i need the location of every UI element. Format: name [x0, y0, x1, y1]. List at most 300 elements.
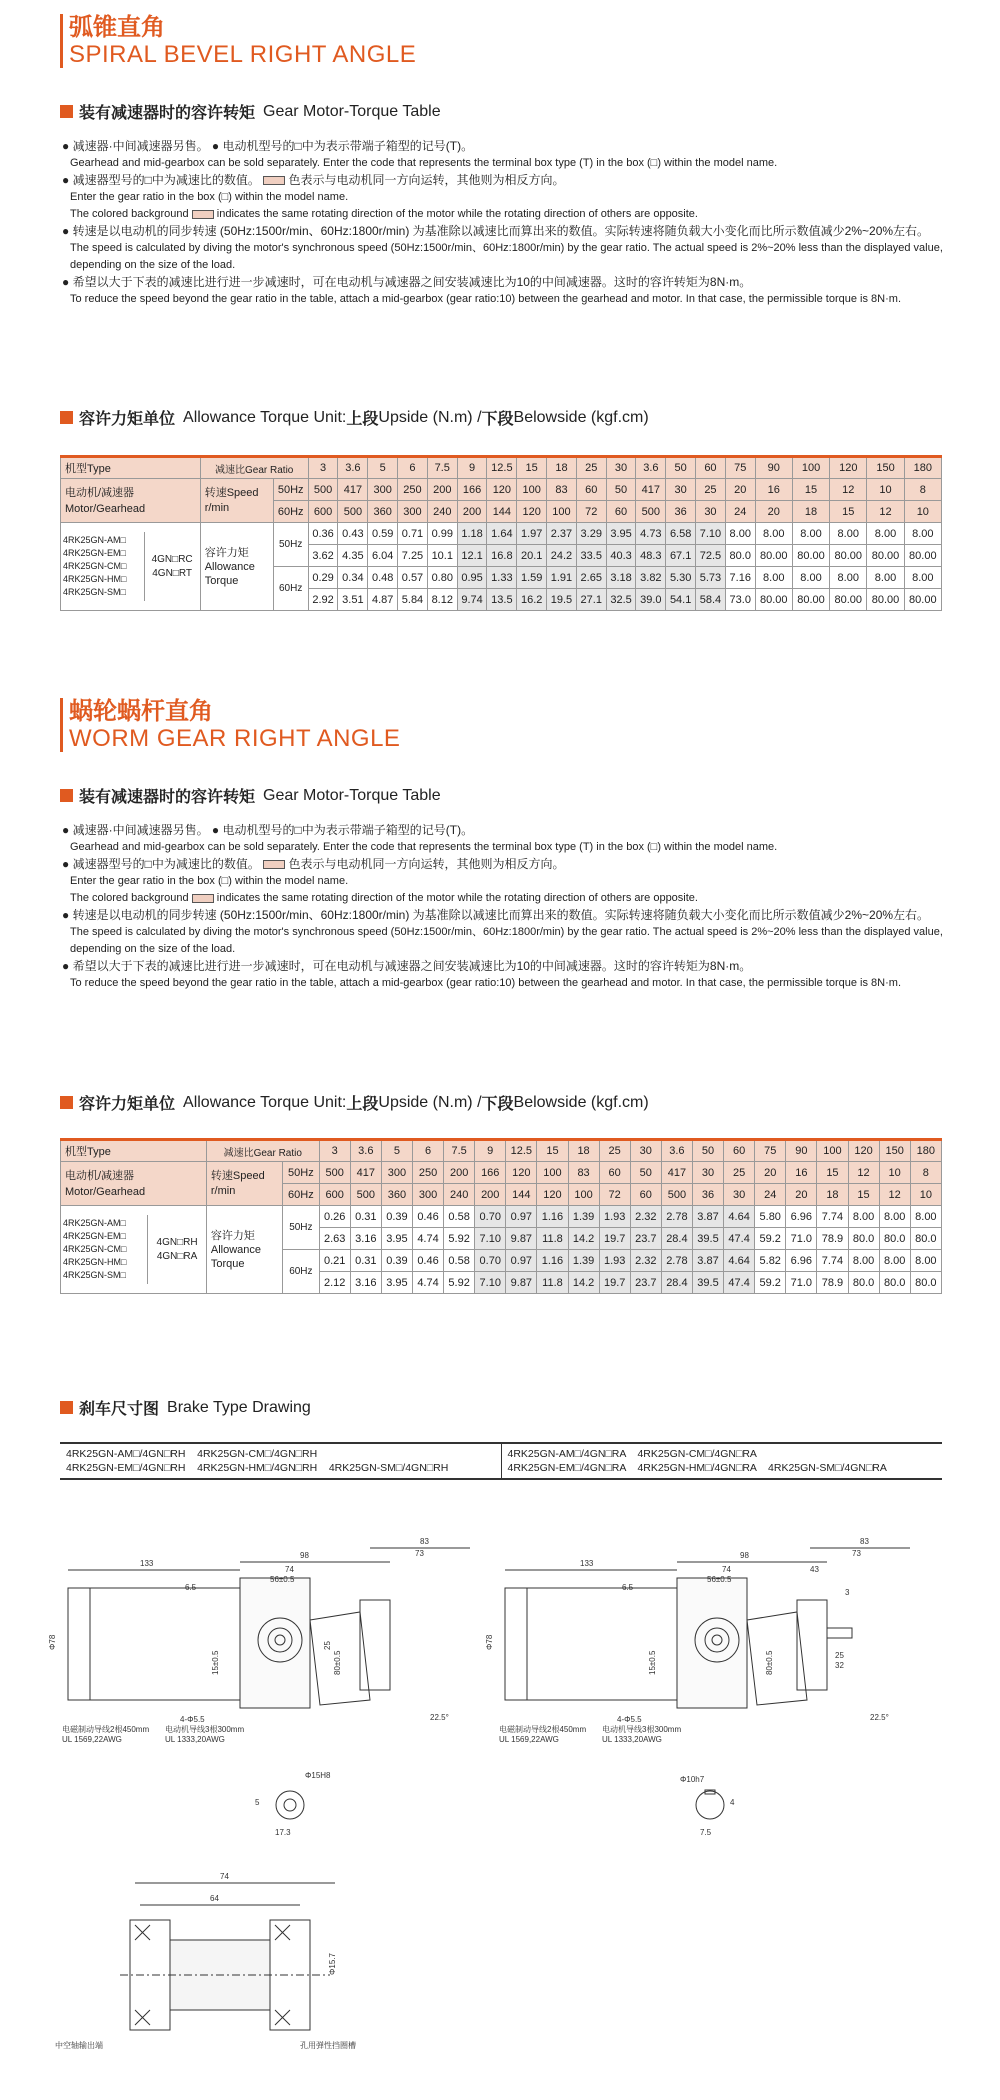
gear-ratio-cell: 100: [792, 457, 829, 479]
speed-cell: 50: [606, 479, 636, 501]
torque-cell: 6.04: [368, 545, 398, 567]
torque-cell: 71.0: [786, 1272, 817, 1294]
torque-cell: 5.92: [444, 1228, 475, 1250]
torque-cell: 4.74: [412, 1228, 443, 1250]
lead-motor-spec: UL 1333,20AWG: [165, 1735, 225, 1744]
model-name: 4RK25GN-EM□: [63, 1231, 126, 1241]
speed-cell: 166: [457, 479, 487, 501]
torque-cell: 5.84: [398, 589, 428, 611]
speed-cell: 100: [537, 1162, 568, 1184]
color-swatch: [192, 210, 214, 219]
speed-cell: 120: [487, 479, 517, 501]
subhead-en: Gear Motor-Torque Table: [263, 102, 441, 120]
speed-cell: 250: [398, 479, 428, 501]
torque-cell: 47.4: [724, 1272, 755, 1294]
speed-cell: 12: [830, 479, 867, 501]
note-4-en: To reduce the speed beyond the gear ratio in the table, attach a mid-gearbox (gear ratio:10) between the gearhead and motor. In that case, the permissible torque is 8N·m.: [70, 293, 901, 305]
dim-6.5: 6.5: [185, 1583, 197, 1592]
torque-cell: 80.00: [867, 545, 904, 567]
subhead-cn: 装有减速器时的容许转矩: [79, 789, 256, 806]
dim-133: 133: [140, 1559, 154, 1568]
gear-ratio-cell: 150: [867, 457, 904, 479]
torque-cell: 0.29: [308, 567, 338, 589]
speed-cell: 300: [381, 1162, 412, 1184]
table-row: [61, 1140, 942, 1162]
ra-line-1: 4RK25GN-AM□/4GN□RA 4RK25GN-CM□/4GN□RA: [507, 1448, 757, 1460]
torque-cell: 72.5: [696, 545, 726, 567]
gear-ratio-cell: 60: [724, 1140, 755, 1162]
torque-cell: 9.87: [506, 1272, 537, 1294]
torque-cell: 3.87: [692, 1250, 723, 1272]
speed-cell: 144: [487, 501, 517, 523]
gear-ratio-cell: 50: [692, 1140, 723, 1162]
torque-cell: 2.78: [661, 1250, 692, 1272]
torque-cell: 32.5: [606, 589, 636, 611]
torque-cell: 0.46: [412, 1206, 443, 1228]
dim-56: 56±0.5: [707, 1575, 732, 1584]
belowside-en: Belowside (kgf.cm): [513, 1093, 649, 1111]
dim-83: 83: [860, 1537, 869, 1546]
speed-cell: 60: [599, 1162, 630, 1184]
square-bullet-icon: [60, 1096, 73, 1109]
rh-line-1: 4RK25GN-AM□/4GN□RH 4RK25GN-CM□/4GN□RH: [66, 1448, 318, 1460]
model-name: 4RK25GN-SM□: [63, 587, 126, 597]
torque-cell: 1.64: [487, 523, 517, 545]
models-cell: [61, 1206, 207, 1294]
torque-cell: 0.99: [427, 523, 457, 545]
torque-cell: 59.2: [755, 1228, 786, 1250]
model-name: 4RK25GN-HM□: [63, 574, 127, 584]
speed-cell: 417: [350, 1162, 381, 1184]
torque-cell: 8.12: [427, 589, 457, 611]
torque-cell: 0.59: [368, 523, 398, 545]
torque-cell: 0.31: [350, 1206, 381, 1228]
torque-cell: 1.93: [599, 1250, 630, 1272]
gear-ratio-cell: 9: [475, 1140, 506, 1162]
torque-cell: 6.58: [666, 523, 696, 545]
speed-cell: 500: [661, 1184, 692, 1206]
section-title-worm: [60, 698, 400, 752]
hz60-label: 60Hz: [283, 1250, 320, 1294]
gear-ratio-cell: 120: [848, 1140, 879, 1162]
torque-cell: 80.00: [755, 589, 792, 611]
brake-drawing: [0, 1500, 1000, 2060]
torque-cell: 8.00: [910, 1250, 941, 1272]
dim-80: 80±0.5: [333, 1650, 342, 1675]
dim-3: 3: [845, 1588, 850, 1597]
torque-cell: 80.00: [830, 545, 867, 567]
lead-motor-label: 电动机导线3根300mm: [602, 1725, 682, 1734]
section-title-spiral: [60, 14, 416, 68]
torque-cell: 4.64: [724, 1206, 755, 1228]
torque-cell: 48.3: [636, 545, 666, 567]
torque-cell: 5.30: [666, 567, 696, 589]
torque-cell: 2.63: [319, 1228, 350, 1250]
dim-17.3: 17.3: [275, 1828, 291, 1837]
dim-15: 15±0.5: [648, 1650, 657, 1675]
table-title-en: Allowance Torque Unit:: [183, 1093, 347, 1111]
torque-table-spiral: [60, 455, 942, 611]
torque-cell: 80.0: [910, 1272, 941, 1294]
note-4-en: To reduce the speed beyond the gear ratio in the table, attach a mid-gearbox (gear ratio:10) between the gearhead and motor. In that case, the permissible torque is 8N·m.: [70, 977, 901, 989]
ra-motor-drawing: [485, 1537, 910, 1837]
speed-cell: 360: [368, 501, 398, 523]
torque-cell: 2.65: [576, 567, 606, 589]
torque-cell: 1.16: [537, 1206, 568, 1228]
torque-cell: 3.95: [606, 523, 636, 545]
hollow-shaft-label: 中空轴输出端: [55, 2041, 103, 2050]
section-title-cn: 弧锥直角: [69, 14, 165, 41]
torque-cell: 11.8: [537, 1272, 568, 1294]
belowside-cn: 下段: [481, 1096, 514, 1113]
subhead-brake: [60, 1396, 311, 1419]
dim-74: 74: [722, 1565, 731, 1574]
speed-cell: 300: [368, 479, 398, 501]
speed-cell: 18: [792, 501, 829, 523]
speed-cell: 24: [755, 1184, 786, 1206]
speed-cell: 500: [338, 501, 368, 523]
speed-cell: 16: [786, 1162, 817, 1184]
torque-cell: 6.96: [786, 1206, 817, 1228]
torque-cell: 0.97: [506, 1250, 537, 1272]
speed-cell: 12: [867, 501, 904, 523]
torque-cell: 28.4: [661, 1228, 692, 1250]
torque-cell: 23.7: [630, 1272, 661, 1294]
dim-phi10: Φ10h7: [680, 1775, 705, 1784]
torque-cell: 1.93: [599, 1206, 630, 1228]
table-title-cn: 容许力矩单位: [79, 411, 176, 428]
gear-ratio-cell: 90: [786, 1140, 817, 1162]
model-name: 4RK25GN-HM□: [63, 1257, 127, 1267]
dim-5: 5: [255, 1798, 260, 1807]
torque-cell: 0.46: [412, 1250, 443, 1272]
speed-cell: 200: [444, 1162, 475, 1184]
torque-cell: 59.2: [755, 1272, 786, 1294]
torque-cell: 80.0: [879, 1228, 910, 1250]
torque-cell: 27.1: [576, 589, 606, 611]
speed-cell: 8: [910, 1162, 941, 1184]
torque-cell: 2.37: [547, 523, 577, 545]
dim-64: 64: [210, 1894, 219, 1903]
torque-cell: 8.00: [867, 567, 904, 589]
gear-ratio-cell: 25: [599, 1140, 630, 1162]
torque-cell: 2.12: [319, 1272, 350, 1294]
model-name: 4RK25GN-SM□: [63, 1270, 126, 1280]
gear-ratio-cell: 90: [755, 457, 792, 479]
gear-ratio-cell: 3.6: [636, 457, 666, 479]
torque-cell: 7.10: [475, 1228, 506, 1250]
torque-cell: 3.62: [308, 545, 338, 567]
speed-cell: 8: [904, 479, 941, 501]
speed-cell: 36: [666, 501, 696, 523]
torque-label: 容许力矩 Allowance Torque: [200, 523, 273, 611]
model-type-label: 机型Type: [61, 457, 201, 479]
table-title-cn: 容许力矩单位: [79, 1096, 176, 1113]
torque-cell: 7.10: [696, 523, 726, 545]
gear-ratio-cell: 25: [576, 457, 606, 479]
gear-ratio-cell: 5: [368, 457, 398, 479]
torque-cell: 80.00: [792, 589, 829, 611]
table-row: [61, 457, 942, 479]
speed-cell: 83: [547, 479, 577, 501]
speed-cell: 200: [457, 501, 487, 523]
speed-cell: 100: [517, 479, 547, 501]
torque-cell: 9.87: [506, 1228, 537, 1250]
hz50-label: 50Hz: [283, 1162, 320, 1184]
gear-ratio-cell: 3.6: [338, 457, 368, 479]
torque-cell: 78.9: [817, 1228, 848, 1250]
model-list: [61, 532, 144, 601]
retaining-ring-label: 孔用弹性挡圈槽: [300, 2041, 356, 2050]
torque-cell: 19.5: [547, 589, 577, 611]
speed-cell: 83: [568, 1162, 599, 1184]
torque-cell: 5.92: [444, 1272, 475, 1294]
square-bullet-icon: [60, 105, 73, 118]
torque-cell: 0.26: [319, 1206, 350, 1228]
table-title-spiral: [60, 406, 649, 429]
color-swatch: [192, 894, 214, 903]
torque-cell: 78.9: [817, 1272, 848, 1294]
torque-cell: 0.36: [308, 523, 338, 545]
hz60-label: 60Hz: [283, 1184, 320, 1206]
torque-cell: 0.43: [338, 523, 368, 545]
speed-cell: 500: [308, 479, 338, 501]
gear-ratio-cell: 18: [547, 457, 577, 479]
ra-models: [501, 1444, 943, 1478]
speed-cell: 20: [725, 479, 755, 501]
square-bullet-icon: [60, 789, 73, 802]
torque-cell: 7.25: [398, 545, 428, 567]
dim-56: 56±0.5: [270, 1575, 295, 1584]
lead-brake-label: 电磁制动导线2根450mm: [499, 1725, 587, 1734]
gear-ratio-cell: 180: [904, 457, 941, 479]
gear-ratio-cell: 3.6: [350, 1140, 381, 1162]
torque-cell: 80.00: [755, 545, 792, 567]
gear-ratio-cell: 120: [830, 457, 867, 479]
torque-cell: 0.70: [475, 1206, 506, 1228]
notes-worm: [62, 822, 962, 992]
gear-ratio-cell: 5: [381, 1140, 412, 1162]
torque-cell: 40.3: [606, 545, 636, 567]
torque-cell: 0.95: [457, 567, 487, 589]
dim-98: 98: [740, 1551, 749, 1560]
speed-cell: 240: [427, 501, 457, 523]
torque-cell: 80.00: [830, 589, 867, 611]
torque-cell: 1.33: [487, 567, 517, 589]
note-2-cn: ● 减速器型号的□中为减速比的数值。 色表示与电动机同一方向运转，其他则为相反方向。: [62, 173, 565, 187]
torque-cell: 80.0: [910, 1228, 941, 1250]
torque-cell: 3.16: [350, 1228, 381, 1250]
torque-cell: 0.71: [398, 523, 428, 545]
torque-cell: 8.00: [904, 567, 941, 589]
torque-cell: 20.1: [517, 545, 547, 567]
dim-phi15: Φ15H8: [305, 1771, 331, 1780]
torque-cell: 3.82: [636, 567, 666, 589]
torque-cell: 1.39: [568, 1206, 599, 1228]
torque-cell: 58.4: [696, 589, 726, 611]
model-name: 4RK25GN-CM□: [63, 561, 127, 571]
speed-cell: 250: [412, 1162, 443, 1184]
torque-cell: 2.32: [630, 1250, 661, 1272]
speed-cell: 417: [636, 479, 666, 501]
torque-cell: 1.16: [537, 1250, 568, 1272]
torque-cell: 23.7: [630, 1228, 661, 1250]
dim-phi78: Φ78: [48, 1634, 57, 1650]
speed-cell: 24: [725, 501, 755, 523]
gear-ratio-cell: 3.6: [661, 1140, 692, 1162]
dim-22.5: 22.5°: [430, 1713, 449, 1722]
torque-cell: 8.00: [904, 523, 941, 545]
speed-cell: 144: [506, 1184, 537, 1206]
dim-4-phi5.5: 4-Φ5.5: [180, 1715, 205, 1724]
notes-spiral: [62, 138, 962, 308]
torque-cell: 80.0: [848, 1272, 879, 1294]
lead-brake-spec: UL 1569,22AWG: [62, 1735, 122, 1744]
section-title-en: WORM GEAR RIGHT ANGLE: [69, 725, 401, 752]
speed-cell: 18: [817, 1184, 848, 1206]
torque-cell: 24.2: [547, 545, 577, 567]
subhead-en: Brake Type Drawing: [167, 1398, 311, 1416]
gear-ratio-cell: 100: [817, 1140, 848, 1162]
torque-cell: 1.91: [547, 567, 577, 589]
note-3-en: The speed is calculated by diving the motor's synchronous speed (50Hz:1500r/min、60Hz:1800r/min) by the gear ratio. The actual speed is 2%~20% less than the displayed value, depending on the size of the load.: [70, 242, 943, 271]
torque-cell: 80.0: [725, 545, 755, 567]
torque-cell: 16.2: [517, 589, 547, 611]
gear-ratio-cell: 3: [319, 1140, 350, 1162]
brake-model-strip: [60, 1442, 942, 1480]
belowside-cn: 下段: [481, 411, 514, 428]
speed-cell: 417: [661, 1162, 692, 1184]
speed-cell: 500: [319, 1162, 350, 1184]
torque-cell: 71.0: [786, 1228, 817, 1250]
torque-cell: 7.10: [475, 1272, 506, 1294]
torque-cell: 8.00: [830, 567, 867, 589]
ra-line-2: 4RK25GN-EM□/4GN□RA 4RK25GN-HM□/4GN□RA 4RK25GN-SM□/4GN□RA: [507, 1462, 887, 1474]
torque-cell: 28.4: [661, 1272, 692, 1294]
note-1-cn: ● 减速器·中间减速器另售。 ● 电动机型号的□中为表示带端子箱型的记号(T)。: [62, 823, 474, 837]
torque-cell: 3.16: [350, 1272, 381, 1294]
torque-cell: 0.39: [381, 1206, 412, 1228]
speed-cell: 200: [427, 479, 457, 501]
speed-cell: 30: [696, 501, 726, 523]
square-bullet-icon: [60, 1401, 73, 1414]
dim-4: 4: [730, 1798, 735, 1807]
torque-cell: 8.00: [792, 523, 829, 545]
gear-ratio-cell: 150: [879, 1140, 910, 1162]
speed-cell: 417: [338, 479, 368, 501]
speed-cell: 166: [475, 1162, 506, 1184]
torque-cell: 39.5: [692, 1228, 723, 1250]
model-list: [61, 1215, 148, 1284]
model-name: 4RK25GN-AM□: [63, 1218, 126, 1228]
speed-cell: 72: [599, 1184, 630, 1206]
speed-cell: 240: [444, 1184, 475, 1206]
torque-cell: 80.00: [904, 589, 941, 611]
speed-cell: 600: [319, 1184, 350, 1206]
dim-83: 83: [420, 1537, 429, 1546]
torque-cell: 8.00: [910, 1206, 941, 1228]
belowside-en: Belowside (kgf.cm): [513, 408, 649, 426]
torque-table-worm: [60, 1138, 942, 1294]
speed-cell: 15: [792, 479, 829, 501]
torque-cell: 0.21: [319, 1250, 350, 1272]
rh-motor-drawing: [48, 1537, 470, 1837]
color-swatch: [263, 860, 285, 869]
speed-cell: 72: [576, 501, 606, 523]
torque-cell: 67.1: [666, 545, 696, 567]
speed-cell: 10: [879, 1162, 910, 1184]
dim-74: 74: [285, 1565, 294, 1574]
speed-cell: 30: [692, 1162, 723, 1184]
torque-cell: 8.00: [830, 523, 867, 545]
torque-cell: 1.39: [568, 1250, 599, 1272]
hz50-label: 50Hz: [283, 1206, 320, 1250]
upside-cn: 上段: [346, 1096, 379, 1113]
torque-cell: 8.00: [725, 523, 755, 545]
speed-cell: 15: [848, 1184, 879, 1206]
speed-cell: 100: [568, 1184, 599, 1206]
model-name: 4RK25GN-AM□: [63, 535, 126, 545]
dim-25: 25: [323, 1641, 332, 1650]
note-1-en: Gearhead and mid-gearbox can be sold separately. Enter the code that represents the terminal box type (T) in the box (□) within the model name.: [70, 841, 778, 853]
speed-cell: 60: [576, 479, 606, 501]
gear-ratio-cell: 15: [517, 457, 547, 479]
torque-cell: 0.97: [506, 1206, 537, 1228]
torque-cell: 5.80: [755, 1206, 786, 1228]
dim-73: 73: [852, 1549, 861, 1558]
table-row: [61, 523, 942, 545]
speed-cell: 300: [412, 1184, 443, 1206]
lead-motor-label: 电动机导线3根300mm: [165, 1725, 245, 1734]
torque-cell: 10.1: [427, 545, 457, 567]
torque-cell: 14.2: [568, 1228, 599, 1250]
dim-74: 74: [220, 1872, 229, 1881]
speed-cell: 30: [666, 479, 696, 501]
table-title-en: Allowance Torque Unit:: [183, 408, 347, 426]
model-name: 4RK25GN-EM□: [63, 548, 126, 558]
dim-98: 98: [300, 1551, 309, 1560]
motor-gear-label: 电动机/减速器 Motor/Gearhead: [61, 1162, 207, 1206]
gearbox-list: 4GN□RH 4GN□RA: [148, 1215, 206, 1284]
note-2-en-b: The colored background indicates the same rotating direction of the motor while the rotating direction of others are opposite.: [70, 892, 698, 904]
hz60-label: 60Hz: [273, 567, 308, 611]
torque-cell: 4.35: [338, 545, 368, 567]
table-row: [61, 1162, 942, 1184]
speed-cell: 120: [506, 1162, 537, 1184]
gear-ratio-label: 减速比Gear Ratio: [206, 1140, 319, 1162]
torque-cell: 4.87: [368, 589, 398, 611]
gear-ratio-cell: 15: [537, 1140, 568, 1162]
torque-cell: 3.51: [338, 589, 368, 611]
lead-brake-spec: UL 1569,22AWG: [499, 1735, 559, 1744]
hollow-shaft-drawing: [55, 1872, 356, 2050]
torque-cell: 19.7: [599, 1228, 630, 1250]
torque-cell: 4.74: [412, 1272, 443, 1294]
torque-cell: 8.00: [848, 1250, 879, 1272]
speed-cell: 200: [475, 1184, 506, 1206]
gear-ratio-cell: 12.5: [487, 457, 517, 479]
torque-cell: 3.95: [381, 1272, 412, 1294]
torque-cell: 3.29: [576, 523, 606, 545]
dim-phi15.7: Φ15.7: [328, 1953, 337, 1975]
torque-cell: 2.78: [661, 1206, 692, 1228]
note-4-cn: ● 希望以大于下表的减速比进行进一步减速时，可在电动机与减速器之间安装减速比为10的中间减速器。这时的容许转矩为8N·m。: [62, 959, 752, 973]
gear-ratio-label: 减速比Gear Ratio: [200, 457, 308, 479]
torque-cell: 54.1: [666, 589, 696, 611]
subhead-torque-spiral: [60, 100, 441, 123]
gear-ratio-cell: 7.5: [444, 1140, 475, 1162]
square-bullet-icon: [60, 411, 73, 424]
